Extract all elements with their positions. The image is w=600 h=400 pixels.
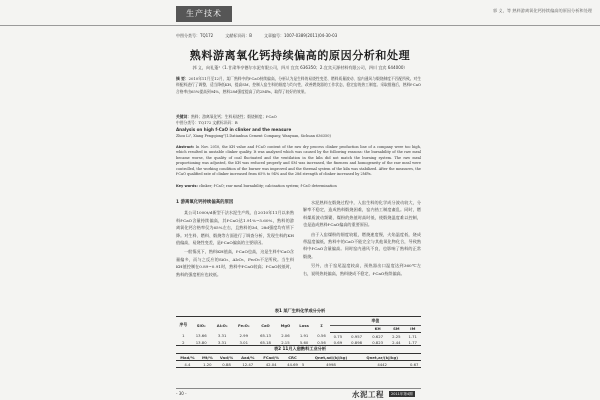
table-row [176,332,421,339]
coal-analysis-table [176,353,421,368]
page-number: - 30 - [176,391,187,396]
english-keywords [176,183,421,189]
table-header-cell: 序号 [179,322,188,328]
english-keywords-text: clinker; f-CaO; raw meal burnability; calcination system; f-CaO determination [199,184,337,188]
table-row [176,339,421,346]
table-cell: 2.06 [281,333,290,339]
document-code: 文献标识码：B [225,33,252,38]
english-abstract-text: In Nov. 2010, the KH value and f-CaO content of the raw dry process clinker production line of a company were too high, which resulted in unstable clinker quality. It was analyzed which was caused by the following reasons: the burnability of the raw meal became worse, the quality of coal fluctuated and the ventilation in the kiln did not match the burning system. The raw meal proportioning was adjusted, the KH was reduced properly and SM was increased, the fineness and homogeneity of the raw meal were controlled, the working condition of the burner was improved and the thermal system of the kiln was stabilized. After the measures, the f-CaO qualified rate of clinker increased from 65% to 94% and the 28d strength of clinker increased by 2MPa. [176,145,421,177]
body-column-right [303,199,421,279]
table-cell: 3.01 [239,339,249,345]
keywords-label: 关键词： [176,115,192,119]
chinese-abstract [176,76,421,114]
english-title: Analysis on high f-CaO in clinker and the measure [176,127,292,132]
table-cell: 13.66 [195,333,207,339]
body-paragraph: 一般情况下，熟料KH值高，f-CaO也高，这是生料中CaO含量偏多，而与之反应的SiO₂、Al₂O₃、Fe₂O₃不足所致。当生料KH值控制在0.89~0.91时，熟料中f-CaO较高；f-CaO较低时，熟料的强度相应也较低。 [176,249,294,277]
table-group-header: 率值 [330,317,421,326]
table-cell: 12.47 [242,361,254,367]
table-header-cell: Vad/% [216,354,237,361]
table-cell: 1 [182,333,185,339]
table-header-cell: MgO [280,322,291,328]
table-cell: 0.898 [351,339,363,345]
footer-divider [176,388,421,389]
table-cell: 1.77 [408,339,417,345]
table-header-cell: FCad/% [259,354,284,361]
table-cell: 0.69 [333,339,343,345]
running-head: 郭 义，等 熟料游离氧化钙持续偏高的原因分析和处理 [493,8,592,13]
section-tab: 生产技术 [176,6,232,22]
table-cell: 1.71 [408,333,417,339]
table-header-cell: Fe₂O₃ [238,322,250,328]
body-paragraph: 由于入窑煤粉的细度较粗，燃烧速度慢，火焰温度低，烧成带温度偏低，熟料中的CaO不能完全与其他氧化物化合，导致熟料中f-CaO含量偏高。同时窑内通风不良，也影响了熟料的正常煅烧。 [303,231,421,259]
table-header-cell: Loss [299,322,309,328]
section-heading: 1 游离氧化钙持续偏高的原因 [176,200,234,205]
clc-number: 中图分类号：TQ172 [176,33,214,38]
table-cell: 42.04 [265,361,277,367]
table-cell: 0.88 [222,361,231,367]
table-row [176,361,421,368]
table-caption: 表2 11月入窑熟料工业分析 [273,346,327,351]
raw-meal-table [176,316,421,346]
table-cell: 0.56 [317,333,326,339]
table-cell: 0.957 [351,333,363,339]
table-header-cell: Qnet,ar/(kJ/kg) [357,354,408,361]
table-cell: 1.20 [203,361,212,367]
article-meta [176,33,421,39]
table-cell: 44.69 [287,361,298,367]
table-cell: 65.18 [260,339,271,345]
table-cell: 0.627 [372,333,384,339]
table-header-cell: Mad/% [176,354,199,361]
table-cell: 3.31 [217,339,227,345]
issue-label: 2011年第4期 [391,391,413,396]
english-authors: Zhou Li¹, Xiang Fengqiong²(1.Datianhua Cement Company, Wanyuan, Sichuan 636350) [176,134,331,138]
english-abstract [176,145,421,183]
table-cell: 4.4 [184,361,191,367]
table-cell: 1.91 [299,333,309,339]
table-cell: 0.823 [372,339,384,345]
table-header-cell [407,354,421,361]
table-header-cell: CaO [261,322,270,328]
table-cell: 2.15 [281,339,290,345]
article-title: 熟料游离氧化钙持续偏高的原因分析和处理 [189,49,411,62]
keywords-text: 熟料；游离氧化钙；生料易烧性；煅烧制度；f-CaO [191,115,277,119]
table-cell: 5.60 [299,339,309,345]
table-header-cell [330,325,346,332]
classification-line: 中图分类号：TQ172 文献标识码：B [176,121,238,125]
abstract-label: 摘 要： [176,77,189,81]
body-paragraph: 水泥熟料在煅烧过程中，入窑生料的化学成分波动较大，分解率不稳定，造成熟料煅烧困难，窑内热工制度紊乱。同时，燃料煤质波动频繁，煤粉的热值时高时低，使煅烧温度难以控制，也是造成熟料f-CaO偏高的重要原因。 [303,200,421,228]
table-cell: 3.31 [217,333,227,339]
table-header-cell: KH [367,325,388,332]
table-cell: 65.13 [260,333,271,339]
table-cell: 0.67 [409,361,419,367]
table-header-cell: SiO₂ [196,322,206,328]
page-header [0,0,600,26]
table-cell: 4998 [326,361,336,367]
english-keywords-label: Key words: [176,184,198,188]
table-cell: 2.99 [239,333,249,339]
table-header-cell: Mt/% [199,354,216,361]
table-header-cell: Aad/% [237,354,258,361]
table-header-cell: Qnet,ad/(kJ/kg) [305,354,357,361]
english-abstract-label: Abstract: [176,145,195,149]
table-cell: 0.75 [333,333,343,339]
abstract-text: 2010年11月至12月，某厂熟料中的f-CaO持续偏高，分析认为是生料的易烧性变差、燃料质量波动、窑内通风与煅烧制度不匹配所致。对生料配料进行了调整，适当降低KH，提高SM，控制入窑生料的细度与均匀性，改善燃烧器的工作状态，稳定窑的热工制度。采取措施后，熟料f-CaO合格率由65%提高到94%，熟料28d强度提高了约2MPa，取得了较好的效果。 [176,77,422,94]
author-line: 郭 义，向礼蓬¹（1.甘肃华亭德尔水泥有限公司，四川 宜宾 636350；2.宜宾天源材料有限公司，四川 宜宾 644000） [192,65,408,70]
table-cell: 4442 [377,361,387,367]
table-header-cell: SM [388,325,404,332]
table-header-cell: CRC [284,354,301,361]
table-cell: 2 [182,339,185,345]
table-header-cell [346,325,367,332]
table-cell: 0.56 [317,339,326,345]
journal-logo: 水泥工程 [352,390,384,399]
table-header-cell: Al₂O₃ [216,322,228,328]
body-paragraph: 另外，由于窑尾温度较高，预热器出口温度达到360℃左右，说明热耗偏高，熟料烧成不稳定，f-CaO持续偏高。 [303,263,421,276]
table-header-cell: IM [405,325,421,332]
table-cell: 5 [301,361,305,367]
article-number: 文章编号：1007-0389(2011)04-30-03 [263,33,338,38]
table-header-cell: Σ [320,322,323,328]
table-caption: 表1 某厂生料化学成分分析 [274,308,326,313]
table-cell: 13.80 [195,339,207,345]
table-cell: 2.25 [392,333,401,339]
table-cell: 2.44 [392,339,401,345]
body-column-left [176,199,294,280]
body-paragraph: 某公司1000t/d新型干法水泥生产线，自2010年11月以来熟料f-CaO含量持续偏高，其f-CaO达1.91%~5.60%，熟料的游离氧化钙合格率仅为65%左右，且熟料的3d、28d强度均有所下降。对生料、燃料、煅烧等方面进行了调查分析，发现生料的KH值偏高，易烧性变差，是f-CaO偏高的主要原因。 [176,210,294,246]
